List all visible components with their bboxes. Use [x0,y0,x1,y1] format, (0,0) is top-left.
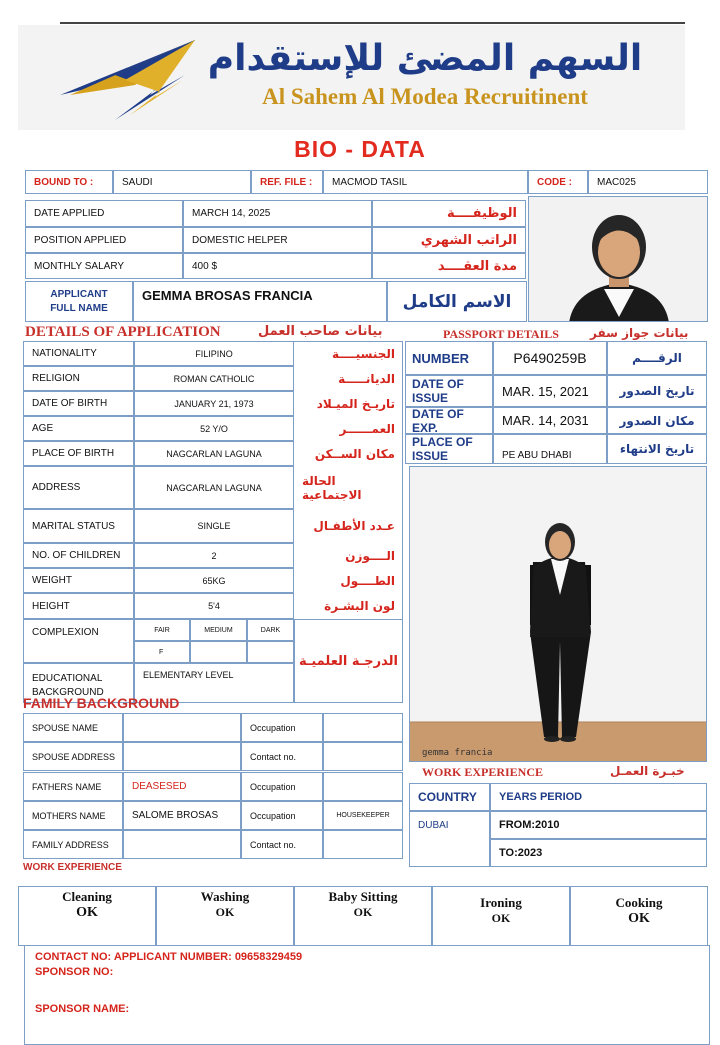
detail-value: ROMAN CATHOLIC [134,366,294,391]
skill-name: Ironing [480,895,522,910]
family-right-label: Occupation [241,772,323,801]
education-ar: الدرجـة العلميـة [294,619,403,703]
detail-label-ar: لون البشـرة [324,599,395,613]
family-label: MOTHERS NAME [23,801,123,830]
family-value [123,713,241,742]
detail-label: DATE OF BIRTH [23,391,134,416]
family-right-label: Occupation [241,801,323,830]
complexion-empty-2 [247,641,294,663]
doc-title: BIO - DATA [294,136,426,162]
detail-label-ar: الجنسيــــة [332,346,395,361]
ref-label: REF. FILE : [251,170,323,194]
ref-value: MACMOD TASIL [323,170,528,194]
family-right-value [323,830,403,859]
skill-status: OK [353,905,373,919]
work-title-ar: خبـرة العمـل [610,764,685,778]
work-header-country: COUNTRY [409,783,490,811]
family-right-label: Occupation [241,713,323,742]
complexion-medium: MEDIUM [190,619,247,641]
family-right-value [323,742,403,771]
skill-status: OK [628,911,650,926]
detail-label-ar: عـدد الأطفـال [313,519,395,533]
family-value [123,830,241,859]
job-date-ar: الوظيفــــة [372,200,526,227]
family-value: DEASESED [123,772,241,801]
detail-label-ar: العمــــــر [339,421,395,436]
family-title: FAMILY BACKGROUND [23,695,180,711]
detail-value: 2 [134,543,294,568]
complexion-fair: FAIR [134,619,190,641]
passport-label-ar: تاريخ الانتهاء [607,434,707,464]
work-header-years: YEARS PERIOD [490,783,707,811]
skill-name: Washing [200,889,250,904]
contact-line: CONTACT NO: APPLICANT NUMBER: 09658329459 [35,951,303,963]
company-name-arabic: السهم المضئ للإستقدام [207,38,643,79]
detail-label-ar: الطــــول [340,573,395,588]
passport-label: PLACE OF ISSUE [405,434,493,464]
logo-bolt-gold [125,40,195,115]
job-position-label: POSITION APPLIED [25,227,183,253]
detail-label-ar: مكان الســكن [314,446,395,461]
details-title: DETAILS OF APPLICATION [25,324,221,340]
detail-value: 52 Y/O [134,416,294,441]
detail-label-ar: الــــوزن [345,548,395,563]
skill-name: Cleaning [62,889,112,904]
job-salary-label: MONTHLY SALARY [25,253,183,279]
skill-name: Baby Sitting [328,889,398,904]
family-label: SPOUSE NAME [23,713,123,742]
family-label: FAMILY ADDRESS [23,830,123,859]
sponsor-name: SPONSOR NAME: [35,1003,130,1015]
code-label: CODE : [528,170,588,194]
detail-label: MARITAL STATUS [23,509,134,543]
skills-title: WORK EXPERIENCE [23,862,122,873]
skill-cell [432,886,570,946]
applicant-name: GEMMA BROSAS FRANCIA [133,281,387,322]
skill-status: OK [76,905,98,920]
complexion-label: COMPLEXION [23,619,134,663]
family-right-value: HOUSEKEEPER [323,801,403,830]
detail-label-ar: تاريـخ الميـلاد [316,396,395,411]
job-date-label: DATE APPLIED [25,200,183,227]
skill-cell [18,886,156,946]
detail-value: NAGCARLAN LAGUNA [134,466,294,509]
passport-title-ar: بيانات جواز سفر [590,326,689,340]
family-value [123,742,241,771]
job-salary-ar: مدة العقــــد [372,253,526,279]
detail-label-ar: الحالة الاجتماعية [302,473,362,502]
detail-label: AGE [23,416,134,441]
work-from: FROM:2010 [490,811,707,839]
passport-title: PASSPORT DETAILS [443,327,559,341]
skill-name: Cooking [615,895,663,910]
applicant-name-ar: الاسم الكامل [387,281,527,322]
skill-cell [570,886,708,946]
passport-value: PE ABU DHABI [493,434,607,464]
family-right-label: Contact no. [241,830,323,859]
family-right-value [323,713,403,742]
detail-label: NO. OF CHILDREN [23,543,134,568]
family-label: SPOUSE ADDRESS [23,742,123,771]
passport-value: MAR. 14, 2031 [493,407,607,434]
detail-label: RELIGION [23,366,134,391]
detail-label: NATIONALITY [23,341,134,366]
complexion-dark: DARK [247,619,294,641]
passport-value: MAR. 15, 2021 [493,375,607,407]
family-right-label: Contact no. [241,742,323,771]
skill-status: OK [215,905,235,919]
passport-label-ar: مكان الصدور [607,407,707,434]
education-value: ELEMENTARY LEVEL [134,663,294,703]
full-body-photo [409,466,707,762]
detail-label: PLACE OF BIRTH [23,441,134,466]
portrait-photo [528,196,708,322]
complexion-empty-1 [190,641,247,663]
job-position-value: DOMESTIC HELPER [183,227,372,253]
family-right-value [323,772,403,801]
education-label: EDUCATIONAL BACKGROUND [23,663,134,703]
passport-label: NUMBER [405,341,493,375]
skill-status: OK [491,911,511,925]
passport-label-ar: تاريخ الصدور [607,375,707,407]
detail-label: ADDRESS [23,466,134,509]
bound-label: BOUND TO : [25,170,113,194]
complexion-mark: F [134,641,190,663]
skill-cell [156,886,294,946]
applicant-label: APPLICANT FULL NAME [25,281,133,322]
company-name-english: Al Sahem Al Modea Recruitinent [262,84,588,109]
detail-label: WEIGHT [23,568,134,593]
detail-value: SINGLE [134,509,294,543]
work-title: WORK EXPERIENCE [422,765,544,779]
job-date-value: MARCH 14, 2025 [183,200,372,227]
code-value: MAC025 [588,170,708,194]
passport-value: P6490259B [493,341,607,375]
passport-label: DATE OF ISSUE [405,375,493,407]
skill-cell [294,886,432,946]
sponsor-no: SPONSOR NO: [35,966,114,978]
job-salary-value: 400 $ [183,253,372,279]
job-position-ar: الراتب الشهري [372,227,526,253]
detail-value: JANUARY 21, 1973 [134,391,294,416]
photo-caption: gemma francia [422,748,493,758]
work-country: DUBAI [409,811,490,867]
company-logo [55,35,205,125]
family-value: SALOME BROSAS [123,801,241,830]
passport-label-ar: الرقــــم [607,341,707,375]
detail-value: FILIPINO [134,341,294,366]
details-title-ar: بيانات صاحب العمل [258,324,383,339]
family-label: FATHERS NAME [23,772,123,801]
bound-value: SAUDI [113,170,251,194]
detail-value: 65KG [134,568,294,593]
header-top-line [60,22,685,24]
detail-label: HEIGHT [23,593,134,619]
detail-label-ar: الديانـــــة [338,371,395,386]
detail-value: 5'4 [134,593,294,619]
work-to: TO:2023 [490,839,707,867]
passport-label: DATE OF EXP. [405,407,493,434]
detail-value: NAGCARLAN LAGUNA [134,441,294,466]
